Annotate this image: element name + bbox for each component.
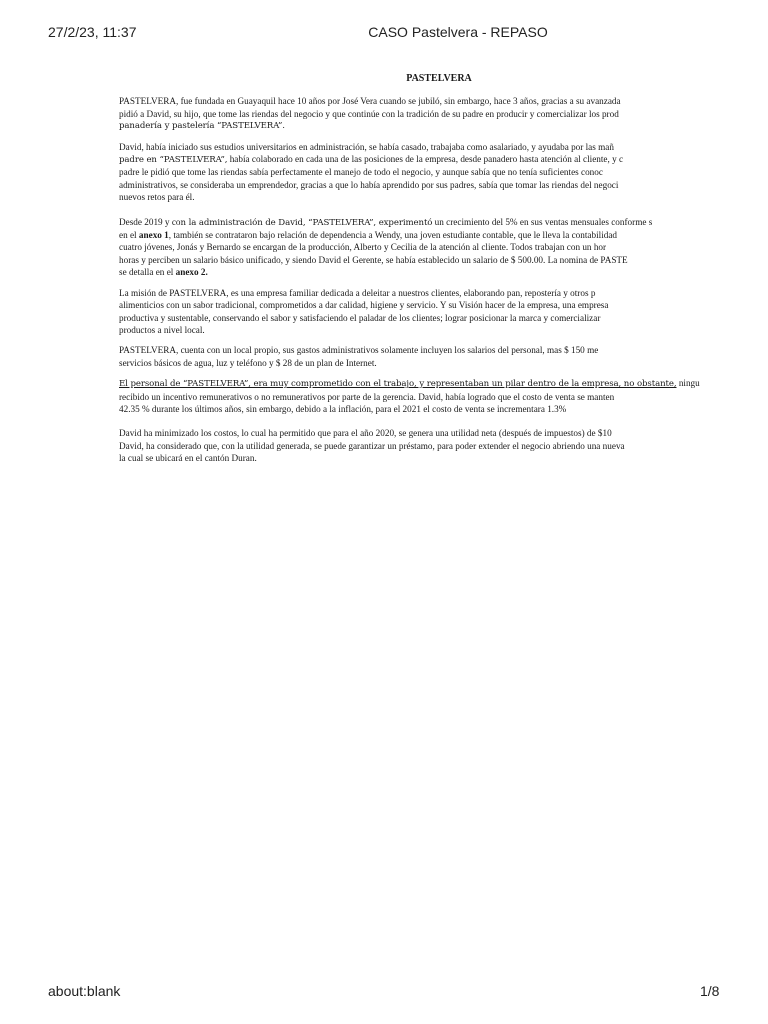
page-number: 1/8 [700,983,720,999]
text-fragment: un crecimiento del 5% en sus ventas mensuales conforme s [432,216,653,227]
print-title: CASO Pastelvera - REPASO [368,24,548,40]
text-line [119,153,768,166]
text-line: La misión de PASTELVERA, es una empresa familiar dedicada a deleitar a nuestros clientes, elaborando pan, repostería y otros p [119,287,596,298]
text-line: padre le pidió que tome las riendas sabía perfectamente el manejo de todo el negocio, y aunque sabía que no tenía suficientes conoc [119,167,603,178]
annex-1-reference: anexo 1 [138,230,169,241]
text-line: nuevos retos para él. [119,192,195,203]
text-fragment: Desde 2019 y co [119,216,181,227]
text-line [119,266,768,278]
text-line: panadería y pastelería “PASTELVERA”. [119,121,285,132]
text-line: productos a nivel local. [119,324,205,335]
text-fragment: El personal de “PASTELVERA”, era muy comprometido con el trabajo, y representaban un pilar dentro de la empresa, no obstante, [119,379,677,390]
paragraph-expenses [119,344,768,369]
text-fragment: , también se contrataron bajo relación de dependencia a Wendy, una joven estudiante contable, que le lleva la contabilidad [168,230,618,241]
paragraph-founding [119,95,768,132]
text-fragment: se detalla en el [119,267,176,278]
print-date: 27/2/23, 11:37 [48,24,137,40]
text-line [119,216,768,229]
paragraph-staff [119,377,768,415]
text-line [119,377,768,390]
text-line: alimenticios con un sabor tradicional, comprometidos a dar calidad, higiene y servicio. Y su Visión hacer de la empresa, una empresa [119,300,609,311]
text-fragment: n la administración de David, “PASTELVERA”, experimentó [180,217,433,228]
paragraph-mission [119,287,768,337]
text-fragment: en el [119,230,139,241]
paragraph-profit [119,427,768,464]
text-line: cuatro jóvenes, Jonás y Bernardo se encargan de la producción, Alberto y Cecilia de la atención al cliente. Todos trabajan con un hor [119,242,607,253]
text-line: recibido un incentivo remunerativos o no remunerativos por parte de la gerencia. David, había logrado que el costo de venta se manten [119,391,615,402]
document-page [119,70,768,550]
document-title: PASTELVERA [406,73,472,84]
text-line: productiva y sustentable, conservando el sabor y satisfaciendo el paladar de los clientes; lograr posicionar la marca y comercializar [119,312,601,323]
text-fragment: había colaborado en cada una de las posiciones de la empresa, desde panadero hasta atención al cliente, y c [227,154,624,165]
print-url: about:blank [48,983,121,999]
annex-2-reference: anexo 2. [175,267,208,278]
text-line [119,229,768,241]
text-line: administrativos, se consideraba un emprendedor, gracias a que lo había aprendido por sus padres, sabía que tomar las riendas del negoci [119,179,619,190]
text-line: pidió a David, su hijo, que tome las riendas del negocio y que continúe con la tradición de su padre en producir y comercializar los prod [119,108,619,119]
text-line: David, había iniciado sus estudios universitarios en administración, se había casado, trabajaba como asalariado, y ayudaba por las mañ [119,141,614,152]
text-line: la cual se ubicará en el cantón Duran. [119,453,257,464]
text-fragment: ningu [676,378,700,389]
text-line: PASTELVERA, fue fundada en Guayaquil hace 10 años por José Vera cuando se jubiló, sin embargo, hace 3 años, gracias a su avanzada [119,96,621,107]
text-line: horas y perciben un salario básico unificado, y siendo David el Gerente, se había establecido un salario de $ 500.00. La nomina de PASTE [119,254,628,265]
text-line: 42.35 % durante los últimos años, sin embargo, debido a la inflación, para el 2021 el costo de venta se incrementara 1.3% [119,403,567,414]
text-line: PASTELVERA, cuenta con un local propio, sus gastos administrativos solamente incluyen los salarios del personal, mas $ 150 me [119,345,599,356]
text-fragment: padre en “PASTELVERA”, [119,155,228,166]
text-line: servicios básicos de agua, luz y teléfono y $ 28 de un plan de Internet. [119,357,377,368]
text-line: David ha minimizado los costos, lo cual ha permitido que para el año 2020, se genera una utilidad neta (después de impuestos) de $10 [119,428,612,439]
text-line: David, ha considerado que, con la utilidad generada, se puede garantizar un préstamo, para poder extender el negocio abriendo una nueva [119,440,625,451]
paragraph-david [119,141,768,204]
paragraph-growth [119,216,768,279]
